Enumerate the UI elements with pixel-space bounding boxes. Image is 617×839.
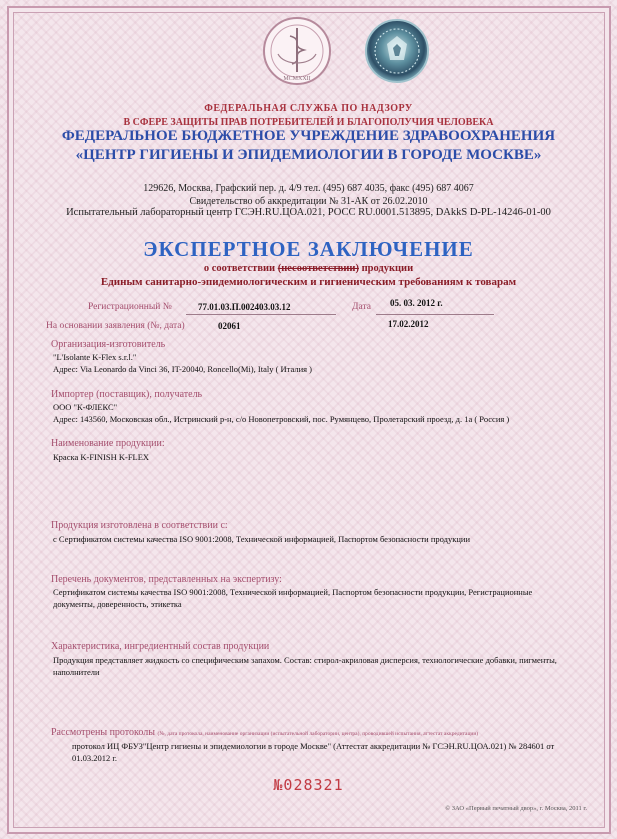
manufacturer-name: "L'Isolante K-Flex s.r.l."	[53, 352, 137, 362]
accreditation-certificate: Свидетельство об аккредитации № 31-АК от 26.02.2010	[189, 196, 428, 207]
registration-underline	[186, 314, 336, 315]
medical-emblem-seal-icon	[260, 14, 334, 88]
subtitle-prefix: о соответствии	[203, 263, 276, 274]
printer-note: © ЗАО «Первый печатный двор», г. Москва, 2011 г.	[445, 805, 587, 812]
date-underline	[376, 314, 494, 315]
subtitle-suffix: продукции	[361, 263, 414, 274]
protocols-label: Рассмотрены протоколы	[51, 727, 155, 738]
composition-text: Продукция представляет жидкость со специфическим запахом. Состав: стирол-акриловая дисперсия, технологические добавки, пигменты, наполнители	[53, 655, 557, 677]
product-label: Наименование продукции:	[51, 438, 165, 449]
testing-lab-center: Испытательный лабораторный центр ГСЭН.RU.ЦОА.021, РОСС RU.0001.513895, DAkkS D-PL-14246-01-00	[66, 207, 551, 218]
manufacturer-label: Организация-изготовитель	[51, 339, 166, 350]
document-title: ЭКСПЕРТНОЕ ЗАКЛЮЧЕНИЕ	[143, 237, 474, 261]
registration-number: 77.01.03.П.002403.03.12	[198, 302, 291, 312]
registration-label: Регистрационный №	[88, 302, 172, 312]
subtitle-line-2: Единым санитарно-эпидемиологическим и гигиеническим требованиям к товарам	[100, 276, 517, 288]
importer-name: ООО "К-ФЛЕКС"	[53, 402, 118, 412]
agency-name-line-1: ФЕДЕРАЛЬНАЯ СЛУЖБА ПО НАДЗОРУ	[204, 103, 413, 114]
institution-name-line-2: «ЦЕНТР ГИГИЕНЫ И ЭПИДЕМИОЛОГИИ В ГОРОДЕ МОСКВЕ»	[75, 147, 542, 163]
documents-text: Сертификатом системы качества ISO 9001:2008, Технической информацией, Паспортом безопасности продукции, Регистрационные документы, доверенность, этикетка	[53, 587, 533, 609]
importer-label: Импортер (поставщик), получатель	[51, 389, 203, 400]
institution-name-line-1: ФЕДЕРАЛЬНОЕ БЮДЖЕТНОЕ УЧРЕЖДЕНИЕ ЗДРАВООХРАНЕНИЯ	[61, 128, 556, 144]
serial-number: №028321	[273, 776, 344, 794]
application-date: 17.02.2012	[388, 319, 429, 329]
protocols-label-note: (№, дата протокола, наименование организации (испытательной лаборатории, центра), проводившей испытания, аттестат аккредитации)	[157, 731, 479, 737]
documents-label: Перечень документов, представленных на экспертизу:	[51, 574, 282, 585]
hologram-emblem-icon	[360, 14, 434, 88]
produced-by-text: с Сертификатом системы качества ISO 9001:2008, Технической информацией, Паспортом безопасности продукции	[53, 534, 471, 544]
composition-label: Характеристика, ингредиентный состав продукции	[51, 641, 270, 652]
subtitle-struck: (несоответствии)	[277, 263, 359, 274]
protocols-label-line	[51, 727, 478, 738]
date-label: Дата	[352, 302, 371, 312]
agency-name-line-2: В СФЕРЕ ЗАЩИТЫ ПРАВ ПОТРЕБИТЕЛЕЙ И БЛАГОПОЛУЧИЯ ЧЕЛОВЕКА	[123, 117, 494, 128]
registration-date: 05. 03. 2012 г.	[390, 298, 443, 308]
application-number: 02061	[218, 321, 241, 331]
protocols-text: протокол ИЦ ФБУЗ"Центр гигиены и эпидемиологии в городе Москве" (Аттестат аккредитации № ГСЭН.RU.ЦОА.021) № 284601 от 01.03.2012 г.	[72, 741, 555, 763]
product-name: Краска K-FINISH K-FLEX	[53, 452, 150, 462]
subtitle-line-1	[0, 263, 617, 274]
institution-address: 129626, Москва, Графский пер. д. 4/9 тел. (495) 687 4035, факс (495) 687 4067	[143, 183, 474, 194]
svg-text:MCMXXII: MCMXXII	[283, 76, 311, 82]
manufacturer-address: Адрес: Via Leonardo da Vinci 36, IT-20040, Roncello(Mi), Italy ( Италия )	[53, 364, 312, 374]
application-label: На основании заявления (№, дата)	[46, 321, 185, 331]
importer-address: Адрес: 143560, Московская обл., Истринский р-н, с/о Новопетровский, пос. Румянцево, Пролетарский проезд, д. 1а ( Россия )	[53, 414, 510, 424]
produced-by-label: Продукция изготовлена в соответствии с:	[51, 520, 228, 531]
